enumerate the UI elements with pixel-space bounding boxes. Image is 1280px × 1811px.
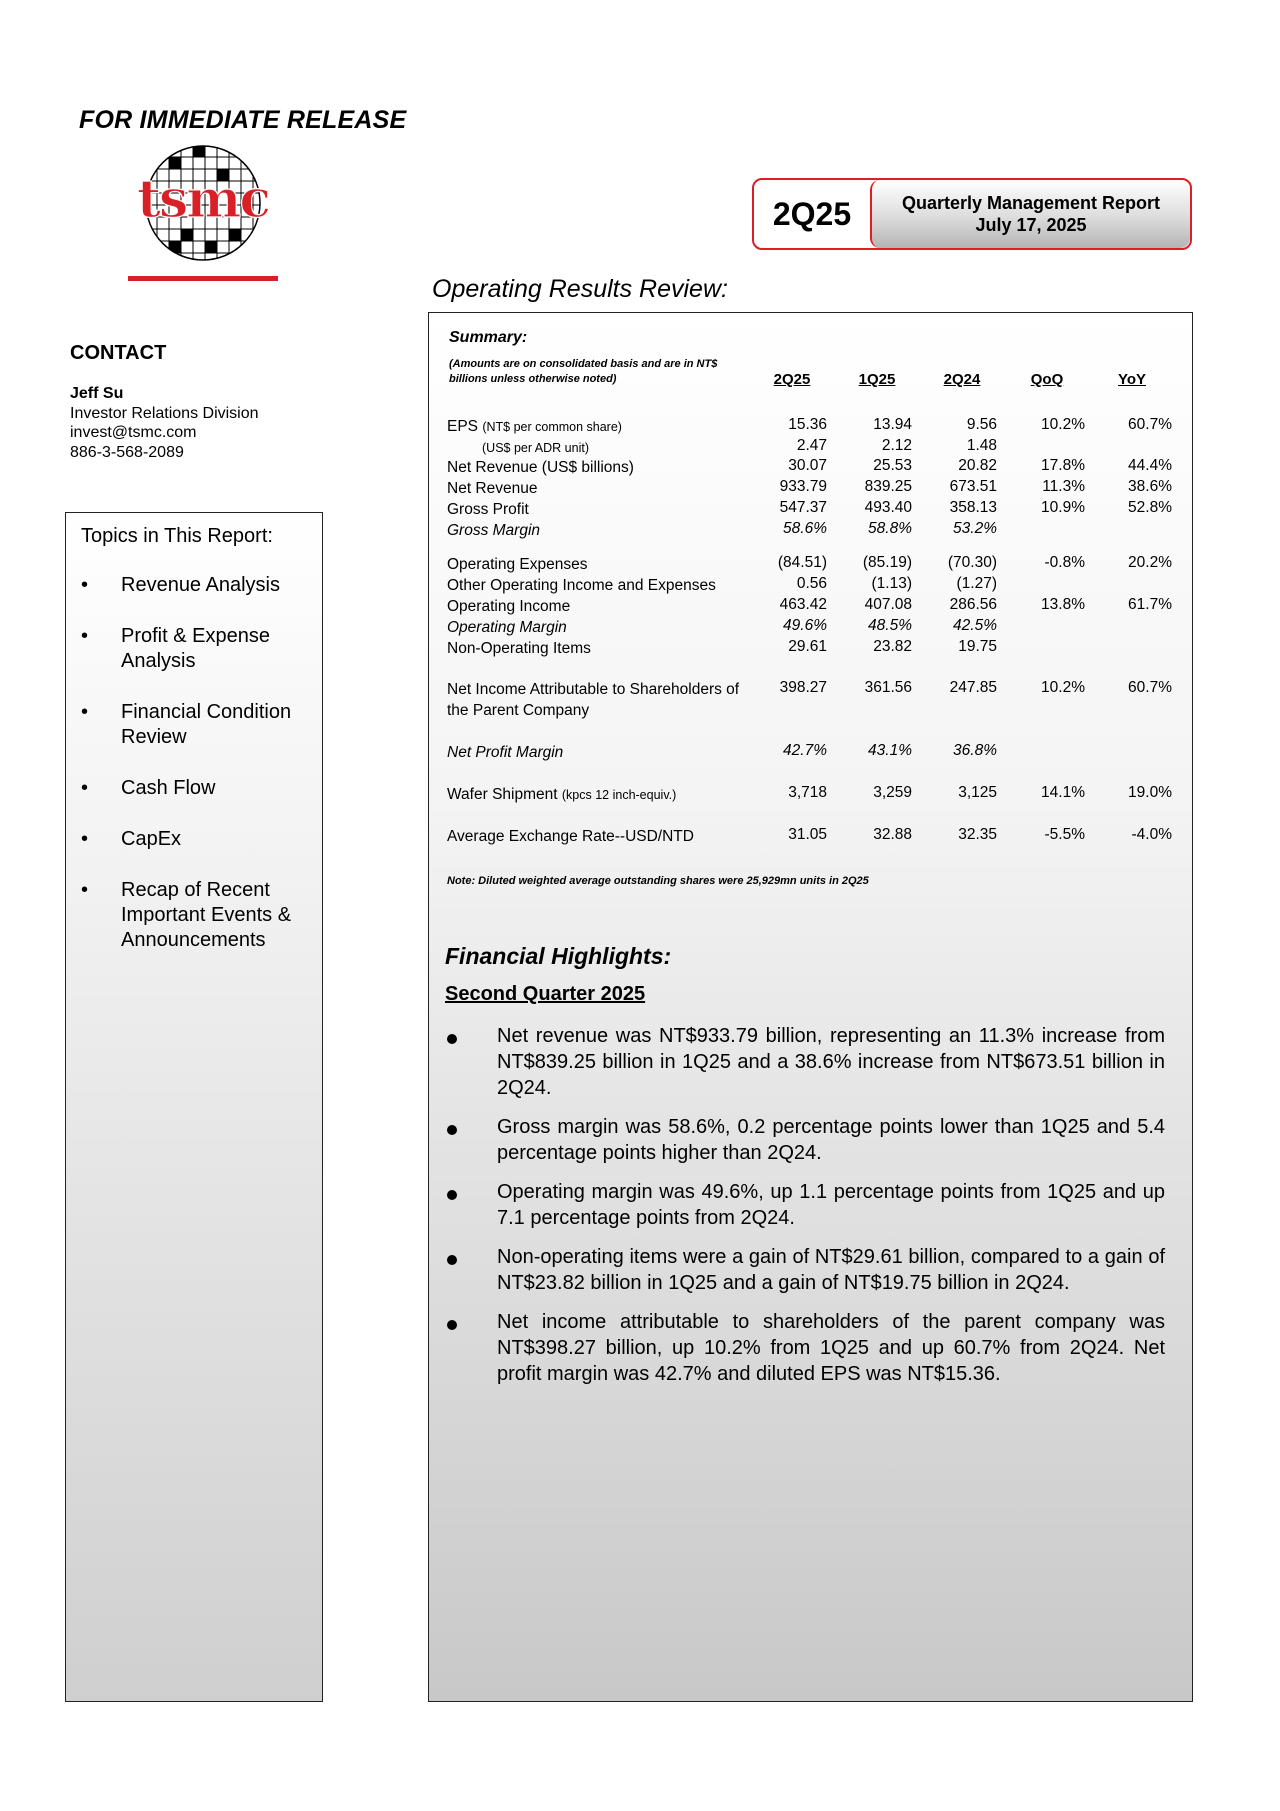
badge-date: July 17, 2025 bbox=[975, 215, 1087, 235]
highlight-item: Net income attributable to shareholders of the parent company was NT$398.27 billion, up 10.2% from 1Q25 and up 60.7% from 2Q24. Net profit margin was 42.7% and diluted EPS was NT$15.36. bbox=[445, 1309, 1165, 1387]
column-header: YoY bbox=[1117, 371, 1147, 388]
summary-note: (Amounts are on consolidated basis and are in NT$ billions unless otherwise noted) bbox=[449, 358, 718, 385]
highlight-item: Gross margin was 58.6%, 0.2 percentage points lower than 1Q25 and 5.4 percentage points higher than 2Q24. bbox=[445, 1114, 1165, 1166]
summary-title: Summary: bbox=[449, 329, 528, 346]
topics-title: Topics in This Report: bbox=[81, 525, 273, 547]
topic-item: • Financial Condition Review bbox=[81, 701, 292, 748]
summary-footnote: Note: Diluted weighted average outstanding shares were 25,929mn units in 2Q25 bbox=[447, 875, 869, 887]
column-header: QoQ bbox=[1030, 371, 1064, 388]
topic-item: • CapEx bbox=[81, 828, 182, 850]
highlights-subtitle: Second Quarter 2025 bbox=[445, 983, 646, 1005]
highlights-list bbox=[445, 1023, 1165, 1400]
badge-quarter: 2Q25 bbox=[772, 195, 852, 232]
contact-name: Jeff Su bbox=[70, 385, 124, 402]
logo-wordmark: tsmc bbox=[137, 169, 269, 230]
column-header: 2Q25 bbox=[773, 371, 811, 388]
contact-phone: 886-3-568-2089 bbox=[70, 443, 184, 461]
badge-report-title: Quarterly Management Report bbox=[901, 193, 1161, 213]
badge-report-info bbox=[870, 180, 1190, 248]
contact-email[interactable]: invest@tsmc.com bbox=[70, 424, 197, 441]
highlight-item: Operating margin was 49.6%, up 1.1 percentage points from 1Q25 and up 7.1 percentage points from 2Q24. bbox=[445, 1179, 1165, 1231]
section-title: Operating Results Review: bbox=[432, 275, 728, 303]
topic-item: • Revenue Analysis bbox=[81, 574, 280, 596]
highlight-item: Non-operating items were a gain of NT$29.61 billion, compared to a gain of NT$23.82 billion in 1Q25 and a gain of NT$19.75 billion in 2Q24. bbox=[445, 1244, 1165, 1296]
operating-results-box: Summary: (Amounts are on consolidated basis and are in NT$ billions unless otherwise noted) 2Q25 1Q25 2Q24 QoQ YoY EPS (NT$ per common share) 15.36 13.94 9.56 10.2% 60.7% (US$ per ADR unit) 2.47 2.12 1.48 Net Revenue (US$ billions) 30.07 25.53 20.82 17.8% 44.4% Net Revenue 933.79 839.25 673.51 11.3% 38.6% Gross Profit 547.37 493.40 358.13 10.9% 52.8% Gross Margin 58.6% 58.8% 53.2% Operating Expenses (84.51) (85.19) (70.30) -0.8% 20.2% Other Operating Income and Expenses 0.56 (1.13) (1.27) Operating Income 463.42 407.08 286.56 13.8% 61.7% Operating Margin 49.6% 48.5% 42.5% Non-Operating Items 29.61 23.82 19.75 Net Income Attributable to Shareholders of the Parent Company 398.27 361.56 247.85 10.2% 60.7% Net Profit Margin 42.7% 43.1% 36.8% Wafer Shipment (kpcs 12 inch-equiv.) 3,718 3,259 3,125 14.1% 19.0% Average Exchange Rate--USD/NTD 31.05 32.88 32.35 -5.5% -4.0% Note: Diluted weighted average outstanding shares were 25,929mn units in 2Q25 Financial Highlights: Second Quarter 2025 Net revenue was NT$933.79 billion, representing an 11.3% increase from NT$839.25 billion in 1Q25 and a 38.6% increase from NT$673.51 billion in 2Q24. Gross margin was 58.6%, 0.2 percentage points lower than 1Q25 and 5.4 percentage points higher than 2Q24. Operating margin was 49.6%, up 1.1 percentage points from 1Q25 and up 7.1 percentage points from 2Q24. Non-operating items were a gain of NT$29.61 billion, compared to a gain of NT$23.82 billion in 1Q25 and a gain of NT$19.75 billion in 2Q24. Net income attributable to shareholders of the parent company was NT$398.27 billion, up 10.2% from 1Q25 and up 60.7% from 2Q24. Net profit margin was 42.7% and diluted EPS was NT$15.36. bbox=[428, 312, 1193, 1702]
contact-block bbox=[70, 384, 259, 462]
topics-panel bbox=[65, 512, 323, 1702]
topic-item: • Cash Flow bbox=[81, 777, 216, 799]
highlights-title: Financial Highlights: bbox=[445, 943, 672, 969]
quarter-badge bbox=[752, 178, 1192, 250]
column-header: 1Q25 bbox=[858, 371, 896, 388]
tsmc-logo bbox=[108, 145, 298, 285]
release-header: FOR IMMEDIATE RELEASE bbox=[79, 106, 407, 134]
topic-item: • Recap of Recent Important Events & Announcements bbox=[81, 879, 292, 951]
highlight-item: Net revenue was NT$933.79 billion, representing an 11.3% increase from NT$839.25 billion in 1Q25 and a 38.6% increase from NT$673.51 billion in 2Q24. bbox=[445, 1023, 1165, 1101]
contact-division: Investor Relations Division bbox=[70, 404, 259, 422]
column-header: 2Q24 bbox=[943, 371, 981, 388]
topic-item: • Profit & Expense Analysis bbox=[81, 625, 270, 672]
topics-list bbox=[66, 573, 322, 979]
contact-title: CONTACT bbox=[70, 342, 167, 364]
